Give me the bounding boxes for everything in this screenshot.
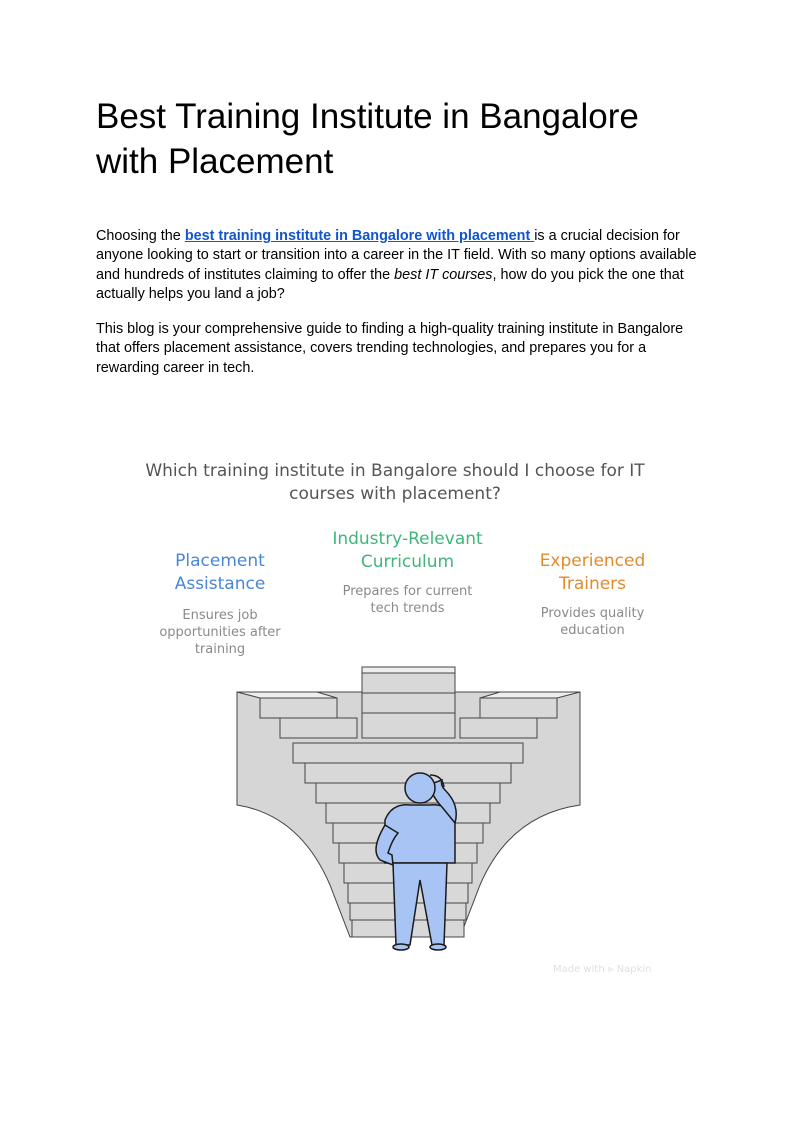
infographic-title: Which training institute in Bangalore should I choose for IT courses with placement? (145, 461, 645, 504)
intro-emphasis: best IT courses (394, 266, 493, 283)
page-title: Best Training Institute in Bangalore with Placement (96, 97, 639, 181)
experienced-trainers-description: Provides quality education (540, 606, 645, 638)
staircase-illustration (130, 455, 670, 955)
intro-text-end: , how do you pick the one that actually helps you land a job? (96, 266, 684, 302)
intro-text-middle: is a crucial decision for anyone looking to start or transition into a career in the IT field. With so many options available and hundreds of institutes claiming to offer the (96, 228, 697, 283)
curriculum-description: Prepares for current tech trends (342, 584, 473, 616)
experienced-trainers-heading: Experienced Trainers (539, 551, 646, 594)
infographic (130, 455, 670, 985)
institute-link[interactable]: best training institute in Bangalore with placement (184, 228, 535, 244)
placement-assistance-heading: Placement Assistance (174, 551, 266, 594)
napkin-watermark: Made with ⪢ Napkin (553, 964, 652, 975)
placement-assistance-description: Ensures job opportunities after training (159, 608, 281, 657)
intro-paragraph (96, 227, 701, 304)
intro-text-start: Choosing the (96, 228, 185, 244)
guide-paragraph: This blog is your comprehensive guide to finding a high-quality training institute in Bangalore that offers placement assistance, covers trending technologies, and prepares you for a rewarding career in tech. (96, 321, 684, 376)
curriculum-heading: Industry-Relevant Curriculum (332, 529, 483, 572)
